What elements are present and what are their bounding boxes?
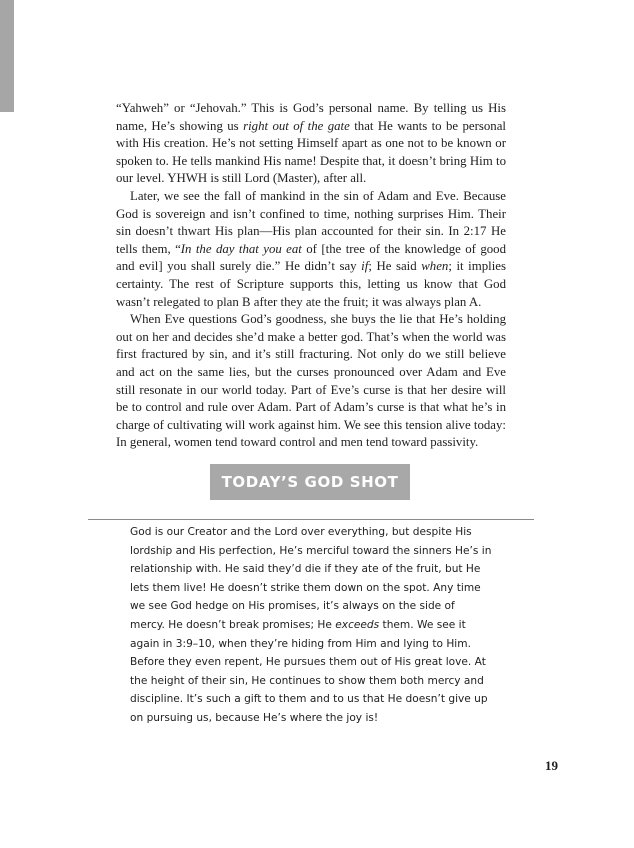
paragraph-1: “Yahweh” or “Jehovah.” This is God’s personal name. By telling us His name, He’s showing us right out of the gate that He wants to be personal with His creation. He’s not setting Himself apart as one not to be known or spoken to. He tells mankind His name! Despite that, it doesn’t bring Him to our level. YHWH is still Lord (Master), after all.: [116, 101, 506, 186]
god-shot-body: [130, 523, 492, 728]
paragraph-3: When Eve questions God’s goodness, she buys the lie that He’s holding out on her and decides she’d make a better god. That’s when the world was first fractured by sin, and it’s still fracturing. Not only do we still believe and act on the same lies, but the curses pronounced over Adam and Eve still resonate in our world today. Part of Eve’s curse is that her desire will be to control and rule over Adam. Part of Adam’s curse is that what he’s in charge of cultivating will work against him. We see this tension alive today: In general, women tend toward control and men tend toward passivity.: [116, 312, 506, 450]
god-shot-paragraph: God is our Creator and the Lord over everything, but despite His lordship and His perfection, He’s merciful toward the sinners He’s in relationship with. He said they’d die if they ate of the fruit, but He lets them live! He doesn’t strike them down on the spot. Any time we see God hedge on His promises, it’s always on the side of mercy. He doesn’t break promises; He exceeds them. We see it again in 3:9–10, when they’re hiding from Him and lying to Him. Before they even repent, He pursues them out of His great love. At the height of their sin, He continues to show them both mercy and discipline. It’s such a gift to them and to us that He doesn’t give up on pursuing us, because He’s where the joy is!: [130, 526, 492, 724]
page-number: 19: [545, 758, 558, 773]
page-edge-tab: [0, 0, 14, 112]
main-body-text: [116, 100, 506, 452]
paragraph-2: Later, we see the fall of mankind in the sin of Adam and Eve. Because God is sovereign and isn’t confined to time, nothing surprises Him. Their sin doesn’t thwart His plan—His plan accounted for their sin. In 2:17 He tells them, “In the day that you eat of [the tree of the knowledge of good and evil] you shall surely die.” He didn’t say if; He said when; it implies certainty. The rest of Scripture supports this, letting us know that God wasn’t relegated to plan B after they ate the fruit; it was always plan A.: [116, 188, 507, 309]
section-divider: [88, 519, 534, 520]
god-shot-heading: TODAY’S GOD SHOT: [210, 464, 410, 500]
